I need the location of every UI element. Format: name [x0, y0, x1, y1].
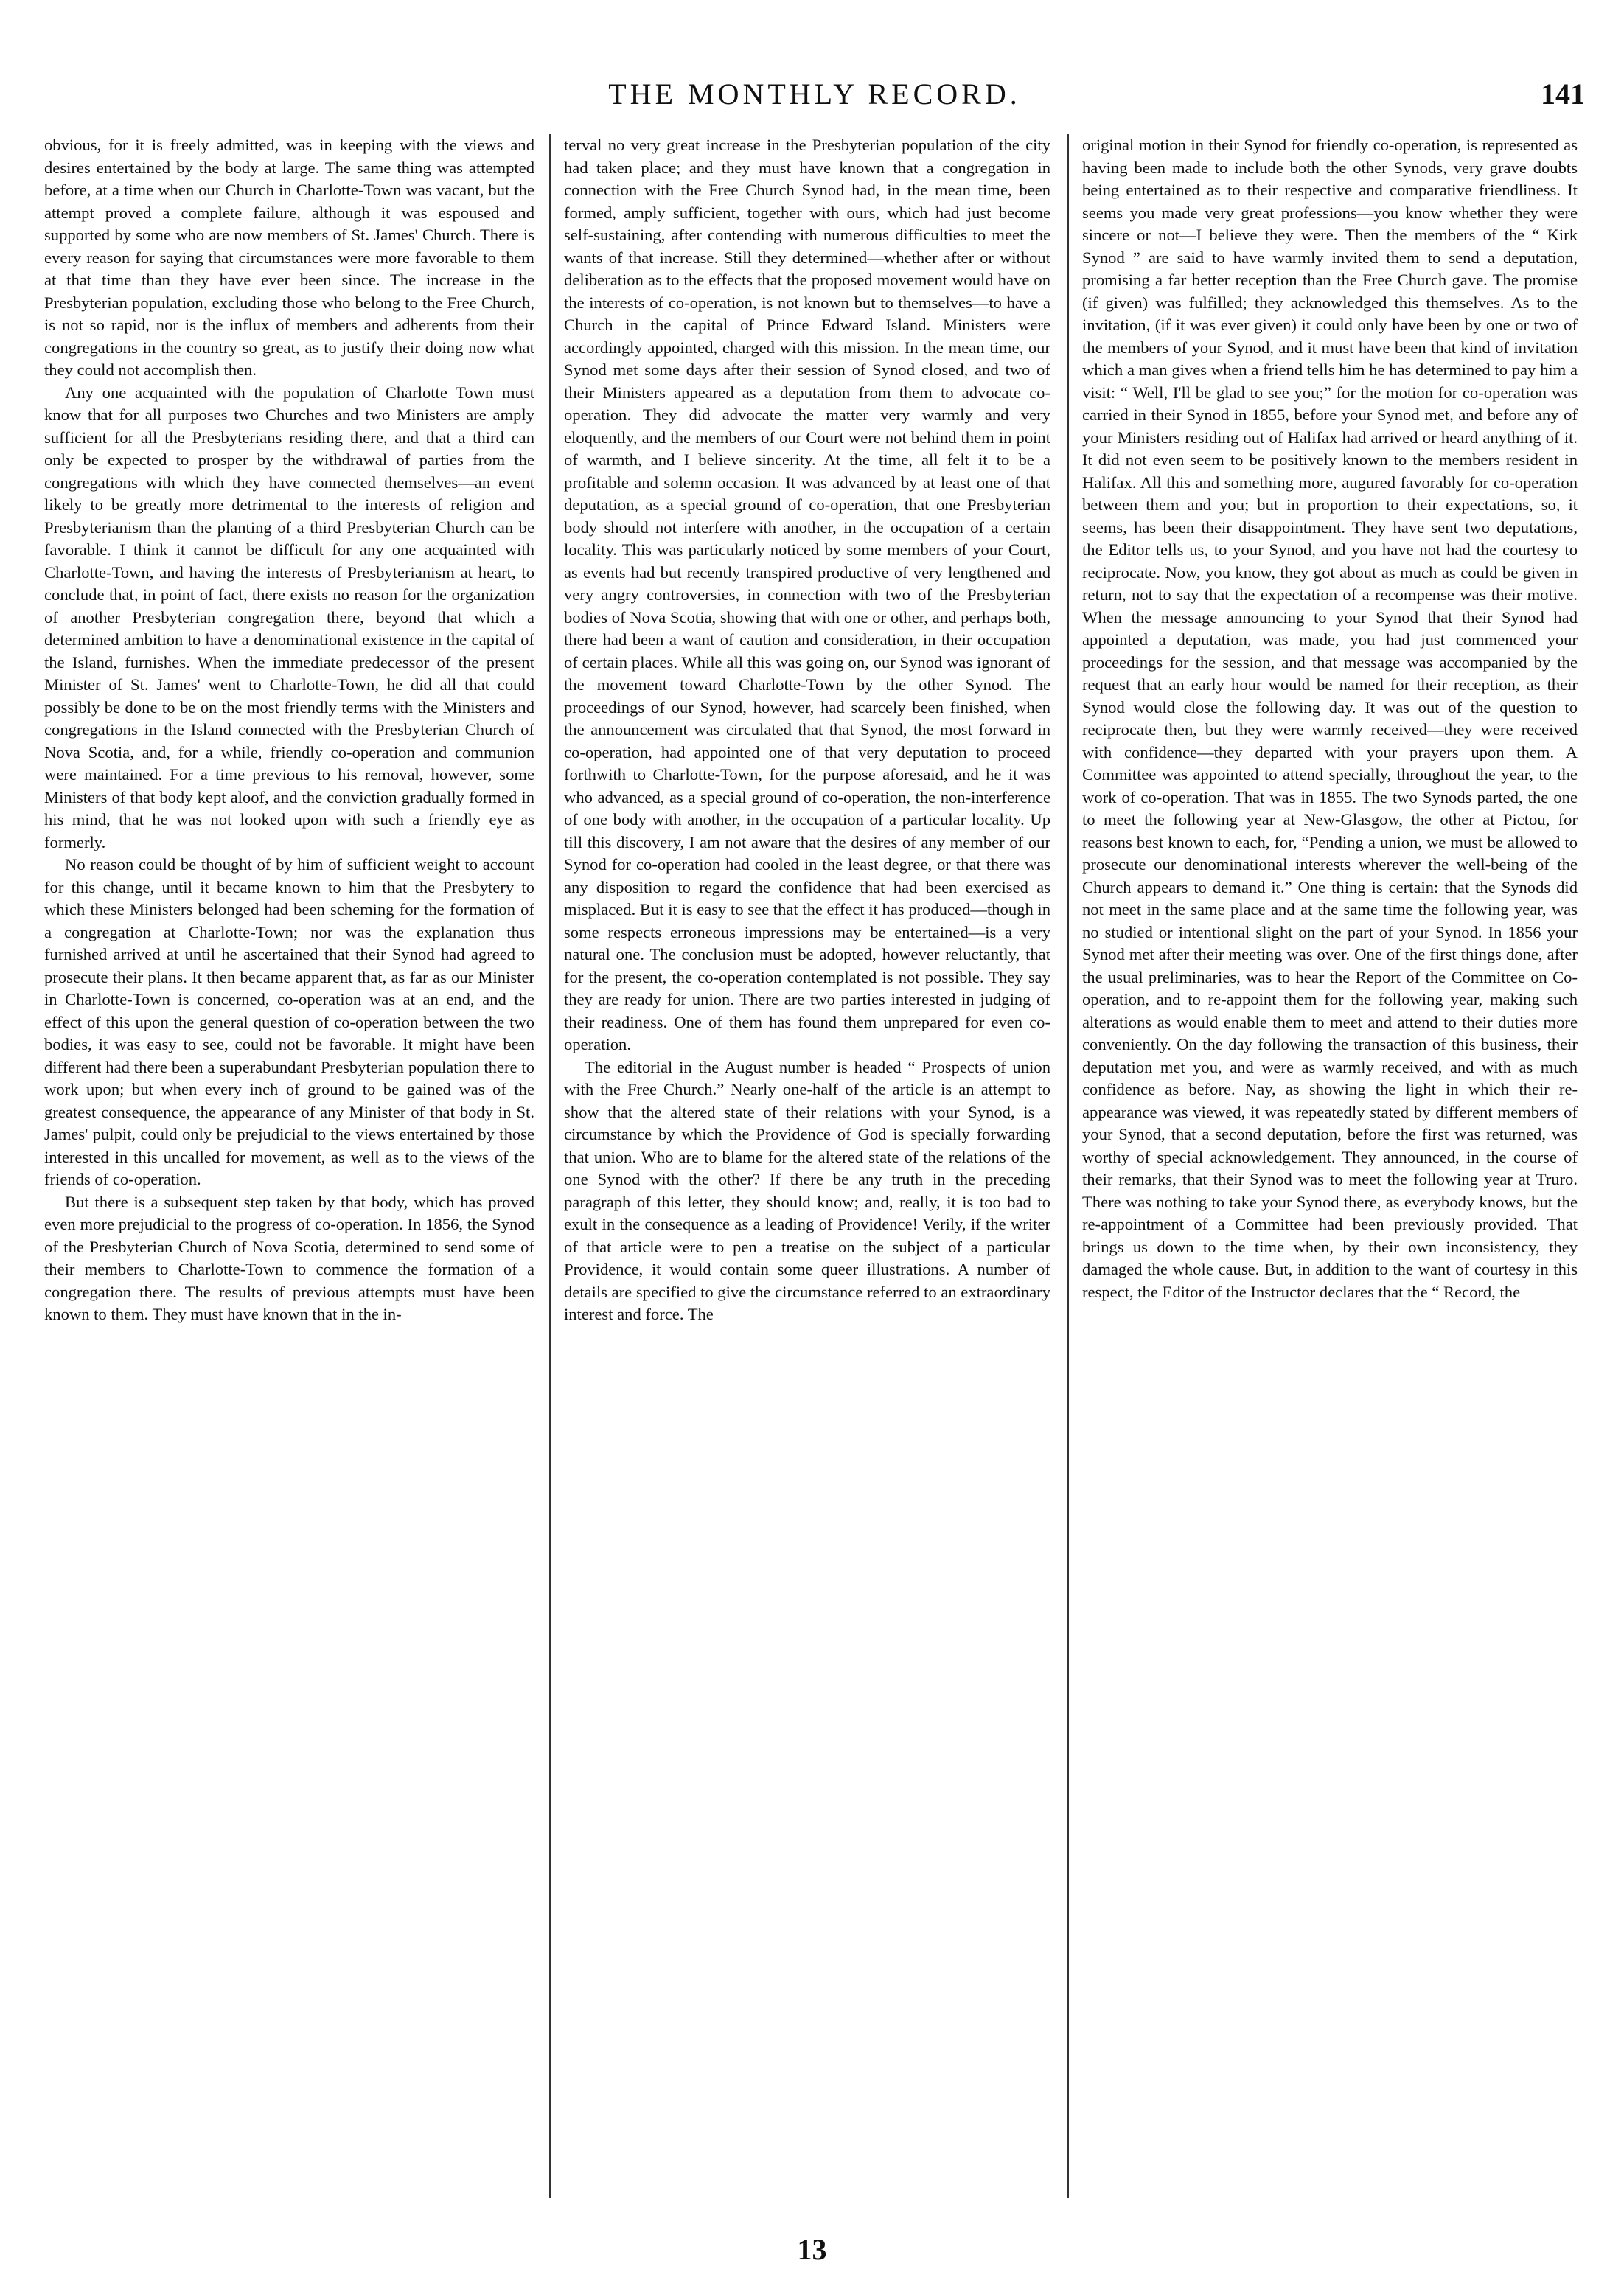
page-header: [44, 77, 1585, 121]
column-left: [44, 134, 534, 2206]
column-right: [1082, 134, 1578, 2206]
paragraph: terval no very great increase in the Presbyterian population of the city had taken place; and they must have known that a congregation in connection with the Free Church Synod had, in the mean time, been formed, amply sufficient, together with ours, which had just become self-sustaining, after contending with numerous difficulties to meet the wants of that increase. Still they determined—whether after or without deliberation as to the effects that the proposed movement would have on the interests of co-operation, is not known but to themselves—to have a Church in the capital of Prince Edward Island. Ministers were accordingly appointed, charged with this mission. In the mean time, our Synod met some days after their session of Synod closed, and two of their Ministers appeared as a deputation from them to advocate co-operation. They did advocate the matter very warmly and very eloquently, and the members of our Court were not behind them in point of warmth, and I believe sincerity. At the time, all felt it to be a profitable and solemn occasion. It was advanced by at least one of that deputation, as a special ground of co-operation, that one Presbyterian body should not interfere with another, in the occupation of a certain locality. This was particularly noticed by some members of your Court, as events had but recently transpired productive of very lengthened and very angry controversies, in connection with two of the Presbyterian bodies of Nova Scotia, showing that with one or other, and perhaps both, there had been a want of caution and consideration, in their occupation of certain places. While all this was going on, our Synod was ignorant of the movement toward Charlotte-Town by the other Synod. The proceedings of our Synod, however, had scarcely been finished, when the announcement was circulated that that Synod, the most forward in co-operation, had appointed one of that very deputation to proceed forthwith to Charlotte-Town, for the purpose aforesaid, and he it was who advanced, as a special ground of co-operation, the non-interference of one body with another, in the occupation of a particular locality. Up till this discovery, I am not aware that the desires of any member of our Synod for co-operation had cooled in the least degree, or that there was any disposition to regard the confidence that had been exercised as misplaced. But it is easy to see that the effect it has produced—though in some respects erroneous impressions may be entertained—is a very natural one. The conclusion must be adopted, however reluctantly, that for the present, the co-operation contemplated is not possible. They say they are ready for union. There are two parties interested in judging of their readiness. One of them has found them unprepared for even co-operation.: [564, 136, 1050, 1053]
running-title: THE MONTHLY RECORD.: [608, 77, 1021, 111]
paragraph: original motion in their Synod for friendly co-operation, is represented as having been made to include both the other Synods, very grave doubts being entertained as to their respective and comparative friendliness. It seems you made very great professions—you know whether they were sincere or not—I believe they were. Then the members of the “ Kirk Synod ” are said to have warmly invited them to send a deputation, promising a far better reception than the Free Church gave. The promise (if given) was fulfilled; they acknowledged this themselves. As to the invitation, (if it was ever given) it could only have been by one or two of the members of your Synod, and it must have been that kind of invitation which a man gives when a friend tells him he has determined to pay him a visit: “ Well, I'll be glad to see you;” for the motion for co-operation was carried in their Synod in 1855, before your Synod met, and before any of your Ministers residing out of Halifax had arrived or heard anything of it. It did not even seem to be positively known to the members resident in Halifax. All this and something more, augured favorably for co-operation between them and you; but in proportion to their expectations, so, it seems, has been their disappointment. They have sent two deputations, the Editor tells us, to your Synod, and you have not had the courtesy to reciprocate. Now, you know, they got about as much as could be given in return, not to say that the expectation of a recompense was their motive. When the message announcing to your Synod that their Synod had appointed a deputation, was made, you had just commenced your proceedings for the session, and that message was accompanied by the request that an early hour would be named for their reception, as their Synod would close the following day. It was out of the question to reciprocate then, but they were warmly received—they were received with confidence—they departed with your prayers upon them. A Committee was appointed to attend specially, throughout the year, to the work of co-operation. That was in 1855. The two Synods parted, the one to meet the following year at New-Glasgow, the other at Pictou, for reasons best known to each, for, “Pending a union, we must be allowed to prosecute our denominational interests wherever the well-being of the Church appears to demand it.” One thing is certain: that the Synods did not meet in the same place and at the same time the following year, was no studied or intentional slight on the part of your Synod. In 1856 your Synod met after their meeting was over. One of the first things done, after the usual preliminaries, was to hear the Report of the Committee on Co-operation, and to re-appoint them for the following year, making such alterations as would enable them to meet and attend to their duties more conveniently. On the day following the transaction of this business, their deputation met you, and were as warmly received, and with as much confidence as before. Nay, as showing the light in which their re-appearance was viewed, it was repeatedly stated by different members of your Synod, that a second deputation, before the first was returned, was worthy of special acknowledgement. They announced, in the course of their remarks, that their Synod was to meet the following year at Truro. There was nothing to take your Synod there, as everybody knows, but the re-appointment of a Committee had been previously provided. That brings us down to the time when, by their own inconsistency, they damaged the whole cause. But, in addition to the want of courtesy in this respect, the Editor of the Instructor declares that the “ Record, the: [1082, 136, 1578, 1301]
text-columns: [44, 134, 1578, 2206]
paragraph: No reason could be thought of by him of sufficient weight to account for this change, until it became known to him that the Presbytery to which these Ministers belonged had been scheming for the formation of a congregation at Charlotte-Town; nor was the explanation thus furnished arrived at until he ascertained that their Synod had agreed to prosecute their plans. It then became apparent that, as far as our Minister in Charlotte-Town is concerned, co-operation was at an end, and the effect of this upon the general question of co-operation between the two bodies, it was easy to see, could not be favorable. It might have been different had there been a superabundant Presbyterian population there to work upon; but when every inch of ground to be gained was of the greatest consequence, the appearance of any Minister of that body in St. James' pulpit, could only be prejudicial to the views entertained by those interested in this uncalled for movement, as well as to the views of the friends of co-operation.: [44, 855, 534, 1188]
paragraph: But there is a subsequent step taken by that body, which has proved even more prejudicial to the progress of co-operation. In 1856, the Synod of the Presbyterian Church of Nova Scotia, determined to send some of their members to Charlotte-Town to commence the formation of a congregation there. The results of previous attempts must have been known to them. They must have known that in the in-: [44, 1192, 534, 1323]
paragraph: obvious, for it is freely admitted, was in keeping with the views and desires entertained by the body at large. The same thing was attempted before, at a time when our Church in Charlotte-Town was vacant, but the attempt proved a complete failure, although it was espoused and supported by some who are now members of St. James' Church. There is every reason for saying that circumstances were more favorable to them at that time than they have ever been since. The increase in the Presbyterian population, excluding those who belong to the Free Church, is not so rapid, nor is the influx of members and adherents from their congregations in the country so great, as to justify their doing now what they could not accomplish then.: [44, 136, 534, 379]
signature-mark: 13: [797, 2233, 827, 2266]
column-middle: [564, 134, 1050, 2206]
paragraph: Any one acquainted with the population of Charlotte Town must know that for all purposes two Churches and two Ministers are amply sufficient for all the Presbyterians residing there, and that a third can only be expected to prosper by the withdrawal of parties from the congregations with which they have connected themselves—an event likely to be greatly more detrimental to the interests of religion and Presbyterianism than the planting of a third Presbyterian Church can be favorable. I think it cannot be difficult for any one acquainted with Charlotte-Town, and having the interests of Presbyterianism at heart, to conclude that, in point of fact, there exists no reason for the organization of another Presbyterian congregation there, beyond that which a determined ambition to have a denominational existence in the capital of the Island, furnishes. When the immediate predecessor of the present Minister of St. James' went to Charlotte-Town, he did all that could possibly be done to be on the most friendly terms with the Ministers and congregations in the Island connected with the Presbyterian Church of Nova Scotia, and, for a while, friendly co-operation and communion were maintained. For a time previous to his removal, however, some Ministers of that body kept aloof, and the conviction gradually formed in his mind, that he was not looked upon with such a friendly eye as formerly.: [44, 383, 534, 851]
page-number: 141: [1541, 77, 1585, 111]
paragraph: The editorial in the August number is headed “ Prospects of union with the Free Church.” Nearly one-half of the article is an attempt to show that the altered state of their relations with your Synod, is a circumstance by which the Providence of God is specially forwarding that union. Who are to blame for the altered state of the relations of the one Synod with the other? If there be any truth in the preceding paragraph of this letter, they should know; and, really, it is too bad to exult in the consequence as a leading of Providence! Verily, if the writer of that article were to pen a treatise on the subject of a particular Providence, it would contain some queer illustrations. A number of details are specified to give the circumstance referred to an extraordinary interest and force. The: [564, 1057, 1050, 1323]
